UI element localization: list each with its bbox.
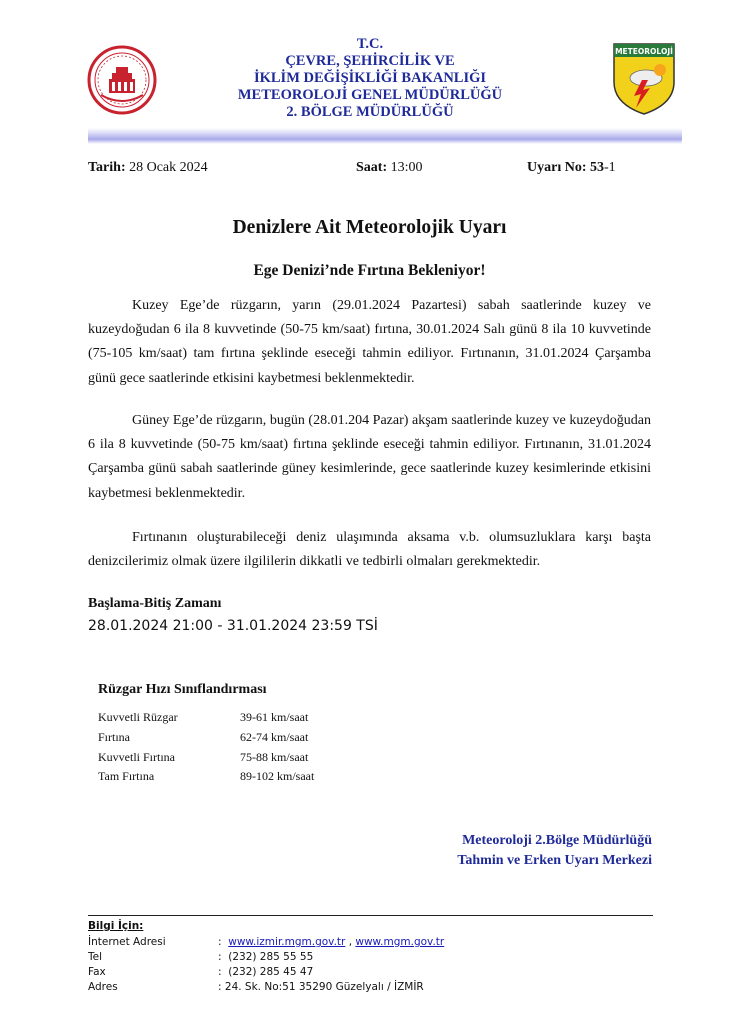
header-line-tc: T.C.: [356, 36, 384, 52]
classification-range: 39-61 km/saat: [240, 710, 309, 724]
classification-row: [98, 730, 358, 745]
classification-row: [98, 710, 358, 725]
classification-range: 62-74 km/saat: [240, 730, 309, 744]
meteoroloji-logo: [612, 42, 676, 116]
classification-range: 75-88 km/saat: [240, 750, 309, 764]
info-fax-value: [218, 966, 313, 978]
signature-line-2: Tahmin ve Erken Uyarı Merkezi: [457, 853, 652, 868]
classification-name: Fırtına: [98, 730, 130, 744]
info-tel-label: Tel: [88, 951, 103, 963]
logo-text: METEOROLOJİ: [615, 47, 673, 56]
paragraph-north-aegean: Kuzey Ege’de rüzgarın, yarın (29.01.2024 Pazartesi) sabah saatlerinde kuzey ve kuzeydoğudan 6 ila 8 kuvvetinde (50-75 km/saat) fırtına, 30.01.2024 Salı günü 8 ila 10 kuvvetinde (75-105 km/saat) tam fırtına şeklinde eseceği tahmin ediliyor. Fırtınanın, 31.01.2024 Çarşamba günü gece saatlerinde etkisini kaybetmesi beklenmektedir.: [88, 298, 651, 386]
warning-suffix: -1: [604, 160, 616, 175]
period-label: Başlama-Bitiş Zamanı: [88, 596, 222, 611]
info-colon: :: [218, 966, 222, 978]
warning-number: 53: [590, 160, 604, 175]
warning-label: Uyarı No:: [527, 160, 587, 175]
classification-name: Kuvvetli Rüzgar: [98, 710, 178, 724]
header-line-region: 2. BÖLGE MÜDÜRLÜĞÜ: [286, 104, 454, 120]
classification-name: Tam Fırtına: [98, 769, 155, 783]
paragraph-advisory: Fırtınanın oluşturabileceği deniz ulaşımında aksama v.b. olumsuzluklara karşı başta denizcilerimiz olmak üzere ilgililerin dikkatli ve tedbirli olmaları gerekmektedir.: [88, 530, 651, 570]
link-separator: ,: [345, 936, 356, 948]
info-tel-value: [218, 951, 313, 963]
internet-link-izmir[interactable]: www.izmir.mgm.gov.tr: [228, 936, 346, 948]
address-text: 24. Sk. No:51 35290 Güzelyalı / İZMİR: [224, 981, 424, 993]
document-subtitle: Ege Denizi’nde Fırtına Bekleniyor!: [253, 262, 486, 279]
header-line-ministry-1: ÇEVRE, ŞEHİRCİLİK VE: [285, 53, 455, 69]
header-divider: [88, 128, 682, 144]
tel-number: (232) 285 55 55: [228, 951, 314, 963]
classification-row: [98, 769, 358, 784]
classification-row: [98, 750, 358, 765]
info-address-label: Adres: [88, 981, 118, 993]
info-fax-label: Fax: [88, 966, 106, 978]
footer-divider: [88, 915, 653, 916]
date-field: [88, 160, 208, 176]
signature-line-1: Meteoroloji 2.Bölge Müdürlüğü: [462, 833, 652, 848]
classification-range: 89-102 km/saat: [240, 769, 315, 783]
warning-number-field: [527, 160, 616, 176]
paragraph-south-aegean: Güney Ege’de rüzgarın, bugün (28.01.204 Pazar) akşam saatlerinde kuzey ve kuzeydoğudan 6 ila 8 kuvvetinde (50-75 km/saat) fırtına şeklinde eseceği tahmin ediliyor. Fırtınanın, 31.01.2024 Çarşamba günü sabah saatlerinde güney kesimlerinde, gece saatlerinde kuzey kesimlerinde etkisini kaybetmesi beklenmektedir.: [88, 413, 651, 501]
info-title: Bilgi İçin:: [88, 920, 144, 932]
date-value: 28 Ocak 2024: [129, 160, 208, 175]
ministry-seal-logo: [87, 45, 157, 115]
time-label: Saat:: [356, 160, 388, 175]
info-address-value: [218, 981, 424, 993]
info-internet-label: İnternet Adresi: [88, 936, 166, 948]
header-line-ministry-2: İKLİM DEĞİŞİKLİĞİ BAKANLIĞI: [253, 70, 487, 86]
document-title: Denizlere Ait Meteorolojik Uyarı: [232, 217, 507, 238]
header-line-directorate: METEOROLOJİ GENEL MÜDÜRLÜĞÜ: [237, 87, 503, 103]
fax-number: (232) 285 45 47: [228, 966, 314, 978]
info-colon: :: [218, 981, 222, 993]
period-value: 28.01.2024 21:00 - 31.01.2024 23:59 TSİ: [88, 618, 378, 634]
classification-name: Kuvvetli Fırtına: [98, 750, 175, 764]
info-internet-value: [218, 936, 444, 948]
time-value: 13:00: [390, 160, 423, 175]
classification-title: Rüzgar Hızı Sınıflandırması: [98, 682, 267, 697]
header-title: [180, 36, 560, 121]
info-colon: :: [218, 936, 222, 948]
time-field: [356, 160, 423, 176]
signature-block: [457, 831, 652, 871]
info-colon: :: [218, 951, 222, 963]
date-label: Tarih:: [88, 160, 126, 175]
internet-link-mgm[interactable]: www.mgm.gov.tr: [355, 936, 445, 948]
